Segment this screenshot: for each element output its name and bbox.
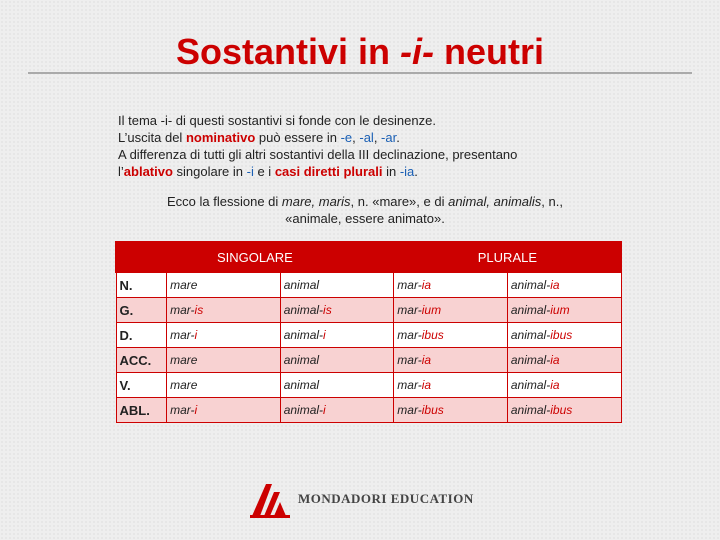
case-label: ACC. <box>116 348 167 373</box>
form-ending: ium <box>421 303 442 317</box>
form-ending: ia <box>421 278 432 292</box>
table-row <box>116 298 621 323</box>
form-cell-s1 <box>167 398 281 423</box>
form-stem: mare <box>170 353 198 367</box>
form-stem: animal- <box>283 328 324 342</box>
form-stem: mar- <box>397 328 422 342</box>
form-cell-s2 <box>280 323 394 348</box>
form-stem: animal- <box>283 403 324 417</box>
form-cell-s1 <box>167 272 281 298</box>
form-stem: animal- <box>510 328 551 342</box>
form-cell-s2 <box>280 348 394 373</box>
table-row <box>116 323 621 348</box>
table-row <box>116 373 621 398</box>
intro-line-3: A differenza di tutti gli altri sostantivi della III declinazione, presentano <box>118 147 518 162</box>
form-ending: i <box>194 403 198 417</box>
form-ending: i <box>323 328 326 342</box>
form-stem: mar- <box>397 278 422 292</box>
form-cell-p2 <box>507 298 621 323</box>
case-label: G. <box>116 298 167 323</box>
form-stem: mare <box>170 278 198 292</box>
form-stem: mar- <box>397 353 422 367</box>
form-cell-p2 <box>507 398 621 423</box>
form-ending: ibus <box>550 328 573 342</box>
example-text: Ecco la flessione di mare, maris, n. «mare», e di animal, animalis, n., «animale, essere animato». <box>167 194 563 226</box>
form-stem: mar- <box>397 303 422 317</box>
case-label: ABL. <box>116 398 167 423</box>
header-plural: PLURALE <box>394 242 621 272</box>
page-title: Sostantivi in -i- neutri <box>175 31 545 72</box>
form-cell-p1 <box>394 398 508 423</box>
form-ending: i <box>323 403 326 417</box>
form-cell-s2 <box>280 298 394 323</box>
form-cell-s2 <box>280 373 394 398</box>
form-ending: ibus <box>421 328 444 342</box>
form-cell-s1 <box>167 298 281 323</box>
form-ending: ia <box>550 278 560 292</box>
case-label: N. <box>116 272 167 298</box>
table-row <box>116 272 621 298</box>
header-singular: SINGOLARE <box>116 242 394 272</box>
form-cell-p2 <box>507 348 621 373</box>
case-label: V. <box>116 373 167 398</box>
mondadori-logo-icon <box>250 482 290 518</box>
intro-line-2: L’uscita del nominativo può essere in -e, -al, -ar. <box>118 130 400 145</box>
form-ending: ibus <box>550 403 573 417</box>
intro-line-4: l’ablativo singolare in -i e i casi diretti plurali in -ia. <box>118 164 418 179</box>
form-stem: animal- <box>283 303 324 317</box>
title-divider <box>28 72 692 74</box>
form-ending: ia <box>550 353 560 367</box>
form-ending: ium <box>550 303 570 317</box>
form-ending: ia <box>421 353 432 367</box>
form-stem: mar- <box>397 378 422 392</box>
form-cell-p1 <box>394 272 508 298</box>
table-row <box>116 348 621 373</box>
form-cell-p1 <box>394 373 508 398</box>
intro-text <box>118 112 618 180</box>
case-label: D. <box>116 323 167 348</box>
form-stem: mar- <box>170 303 195 317</box>
table-header-row <box>116 242 621 272</box>
form-stem: mar- <box>397 403 422 417</box>
form-cell-p1 <box>394 298 508 323</box>
publisher-logo <box>250 482 480 518</box>
form-stem: animal <box>283 353 320 367</box>
form-stem: animal- <box>510 303 551 317</box>
form-cell-p1 <box>394 348 508 373</box>
form-stem: mar- <box>170 328 195 342</box>
intro-line-1: Il tema -i- di questi sostantivi si fonde con le desinenze. <box>118 113 436 128</box>
form-cell-s2 <box>280 398 394 423</box>
form-stem: animal- <box>510 353 551 367</box>
form-cell-s1 <box>167 348 281 373</box>
form-ending: i <box>194 328 198 342</box>
form-cell-s2 <box>280 272 394 298</box>
form-stem: animal <box>283 378 320 392</box>
form-ending: is <box>194 303 204 317</box>
form-cell-p2 <box>507 373 621 398</box>
form-ending: is <box>323 303 332 317</box>
form-cell-p2 <box>507 272 621 298</box>
form-stem: mare <box>170 378 198 392</box>
form-cell-s1 <box>167 323 281 348</box>
form-ending: ia <box>550 378 560 392</box>
form-ending: ia <box>421 378 432 392</box>
form-stem: animal- <box>510 378 551 392</box>
form-ending: ibus <box>421 403 444 417</box>
form-stem: animal <box>283 278 320 292</box>
declension-table <box>115 241 622 423</box>
table-row <box>116 398 621 423</box>
form-stem: mar- <box>170 403 195 417</box>
logo-text: MONDADORI EDUCATION <box>298 491 474 506</box>
form-cell-p1 <box>394 323 508 348</box>
form-stem: animal- <box>510 278 551 292</box>
form-cell-s1 <box>167 373 281 398</box>
table-body <box>116 272 621 423</box>
form-stem: animal- <box>510 403 551 417</box>
form-cell-p2 <box>507 323 621 348</box>
